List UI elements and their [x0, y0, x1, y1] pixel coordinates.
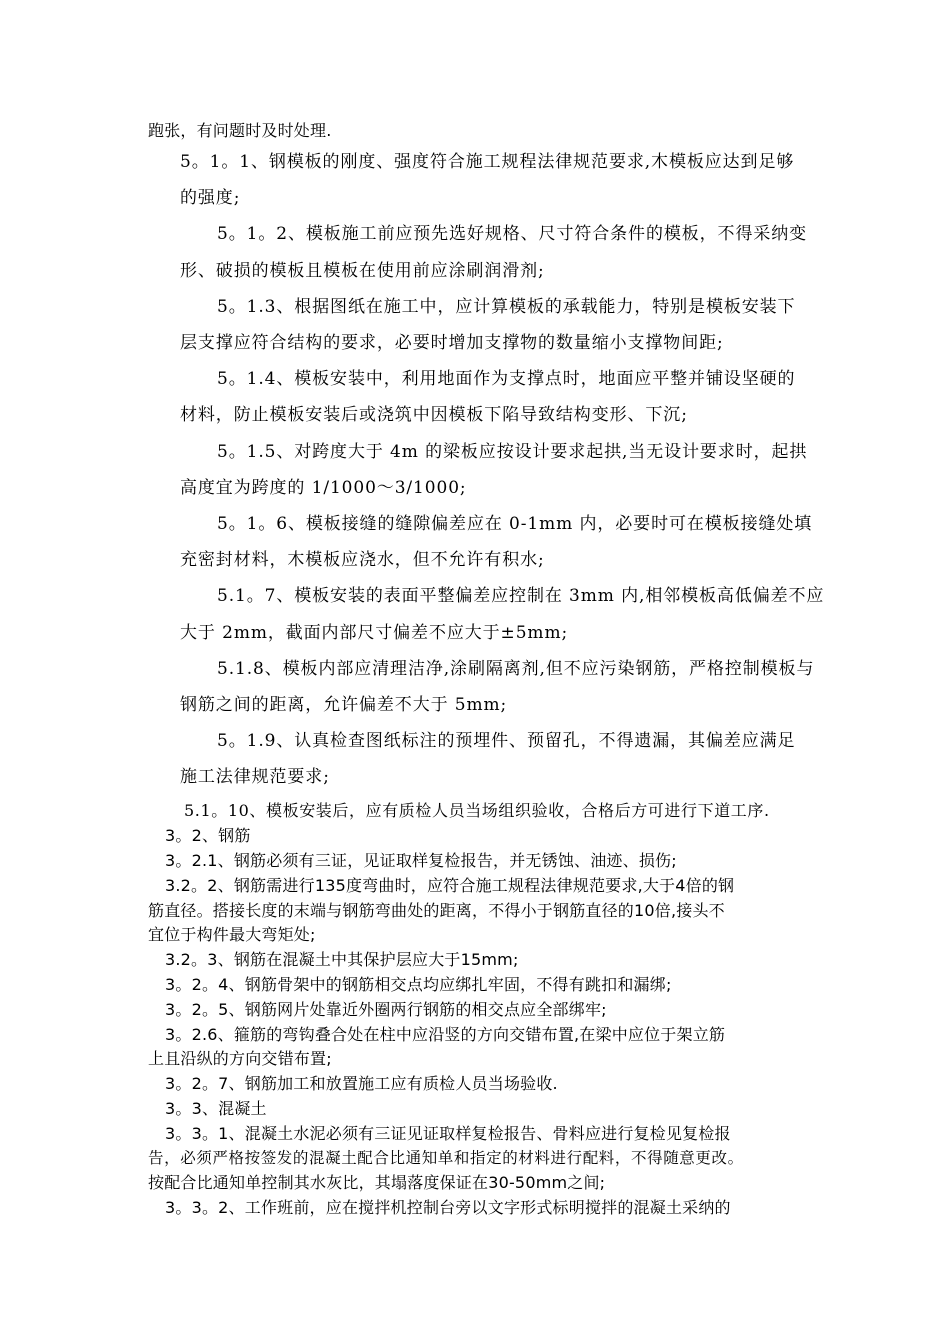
text-line-35: 按配合比通知单控制其水灰比，其塌落度保证在30-50mm之间;: [148, 1173, 606, 1192]
text-line-20: 5.1。10、模板安装后，应有质检人员当场组织验收，合格后方可进行下道工序.: [184, 801, 770, 820]
section-heading-concrete: 3。3、混凝土: [165, 1099, 267, 1118]
text-line-13: 充密封材料，木模板应浇水，但不允许有积水;: [180, 550, 545, 570]
text-line-12: 5。1。6、模板接缝的缝隙偏差应在 0-1mm 内，必要时可在模板接缝处填: [217, 514, 813, 534]
text-line-9: 材料，防止模板安装后或浇筑中因模板下陷导致结构变形、下沉;: [180, 405, 688, 425]
text-line-17: 钢筋之间的距离，允许偏差不大于 5mm;: [180, 695, 508, 715]
text-line-29: 3。2.6、箍筋的弯钩叠合处在柱中应沿竖的方向交错布置,在梁中应位于架立筋: [165, 1025, 726, 1044]
text-line-5: 形、破损的模板且模板在使用前应涂刷润滑剂;: [180, 261, 545, 281]
text-line-26: 3.2。3、钢筋在混凝土中其保护层应大于15mm;: [165, 950, 519, 969]
text-line-31: 3。2。7、钢筋加工和放置施工应有质检人员当场验收.: [165, 1074, 558, 1093]
section-heading-rebar: 3。2、钢筋: [165, 826, 251, 845]
text-line-7: 层支撑应符合结构的要求，必要时增加支撑物的数量缩小支撑物间距;: [180, 333, 724, 353]
text-line-11: 高度宜为跨度的 1/1000～3/1000;: [180, 478, 467, 498]
text-line-30: 上且沿纵的方向交错布置;: [148, 1049, 332, 1068]
text-line-23: 3.2。2、钢筋需进行135度弯曲时，应符合施工规程法律规范要求,大于4倍的钢: [165, 876, 735, 895]
text-line-8: 5。1.4、模板安装中，利用地面作为支撑点时，地面应平整并铺设坚硬的: [217, 369, 796, 389]
text-line-28: 3。2。5、钢筋网片处靠近外圈两行钢筋的相交点应全部绑牢;: [165, 1000, 607, 1019]
text-line-36: 3。3。2、工作班前，应在搅拌机控制台旁以文字形式标明搅拌的混凝土采纳的: [165, 1198, 731, 1217]
text-line-34: 告，必须严格按签发的混凝土配合比通知单和指定的材料进行配料，不得随意更改。: [148, 1149, 744, 1167]
text-line-27: 3。2。4、钢筋骨架中的钢筋相交点均应绑扎牢固，不得有跳扣和漏绑;: [165, 975, 672, 994]
text-line-25: 宜位于构件最大弯矩处;: [148, 925, 316, 944]
text-line-33: 3。3。1、混凝土水泥必须有三证见证取样复检报告、骨料应进行复检见复检报: [165, 1124, 731, 1143]
text-line-3: 的强度;: [180, 188, 241, 208]
text-line-15: 大于 2mm，截面内部尺寸偏差不应大于±5mm;: [180, 623, 569, 643]
text-line-24: 筋直径。搭接长度的末端与钢筋弯曲处的距离，不得小于钢筋直径的10倍,接头不: [148, 901, 725, 920]
text-line-19: 施工法律规范要求;: [180, 767, 330, 787]
text-line-4: 5。1。2、模板施工前应预先选好规格、尺寸符合条件的模板，不得采纳变: [217, 224, 808, 244]
text-line-22: 3。2.1、钢筋必须有三证，见证取样复检报告，并无锈蚀、油迹、损伤;: [165, 851, 677, 870]
text-line-18: 5。1.9、认真检查图纸标注的预埋件、预留孔，不得遗漏，其偏差应满足: [217, 731, 796, 751]
text-line-16: 5.1.8、模板内部应清理洁净,涂刷隔离剂,但不应污染钢筋，严格控制模板与: [217, 659, 815, 679]
text-line-1: 跑张，有问题时及时处理.: [148, 121, 332, 140]
text-line-6: 5。1.3、根据图纸在施工中，应计算模板的承载能力，特别是模板安装下: [217, 297, 796, 317]
text-line-10: 5。1.5、对跨度大于 4m 的梁板应按设计要求起拱,当无设计要求时，起拱: [217, 442, 808, 462]
text-line-14: 5.1。7、模板安装的表面平整偏差应控制在 3mm 内,相邻模板高低偏差不应: [217, 586, 825, 606]
text-line-2: 5。1。1、钢模板的刚度、强度符合施工规程法律规范要求,木模板应达到足够: [180, 152, 795, 172]
